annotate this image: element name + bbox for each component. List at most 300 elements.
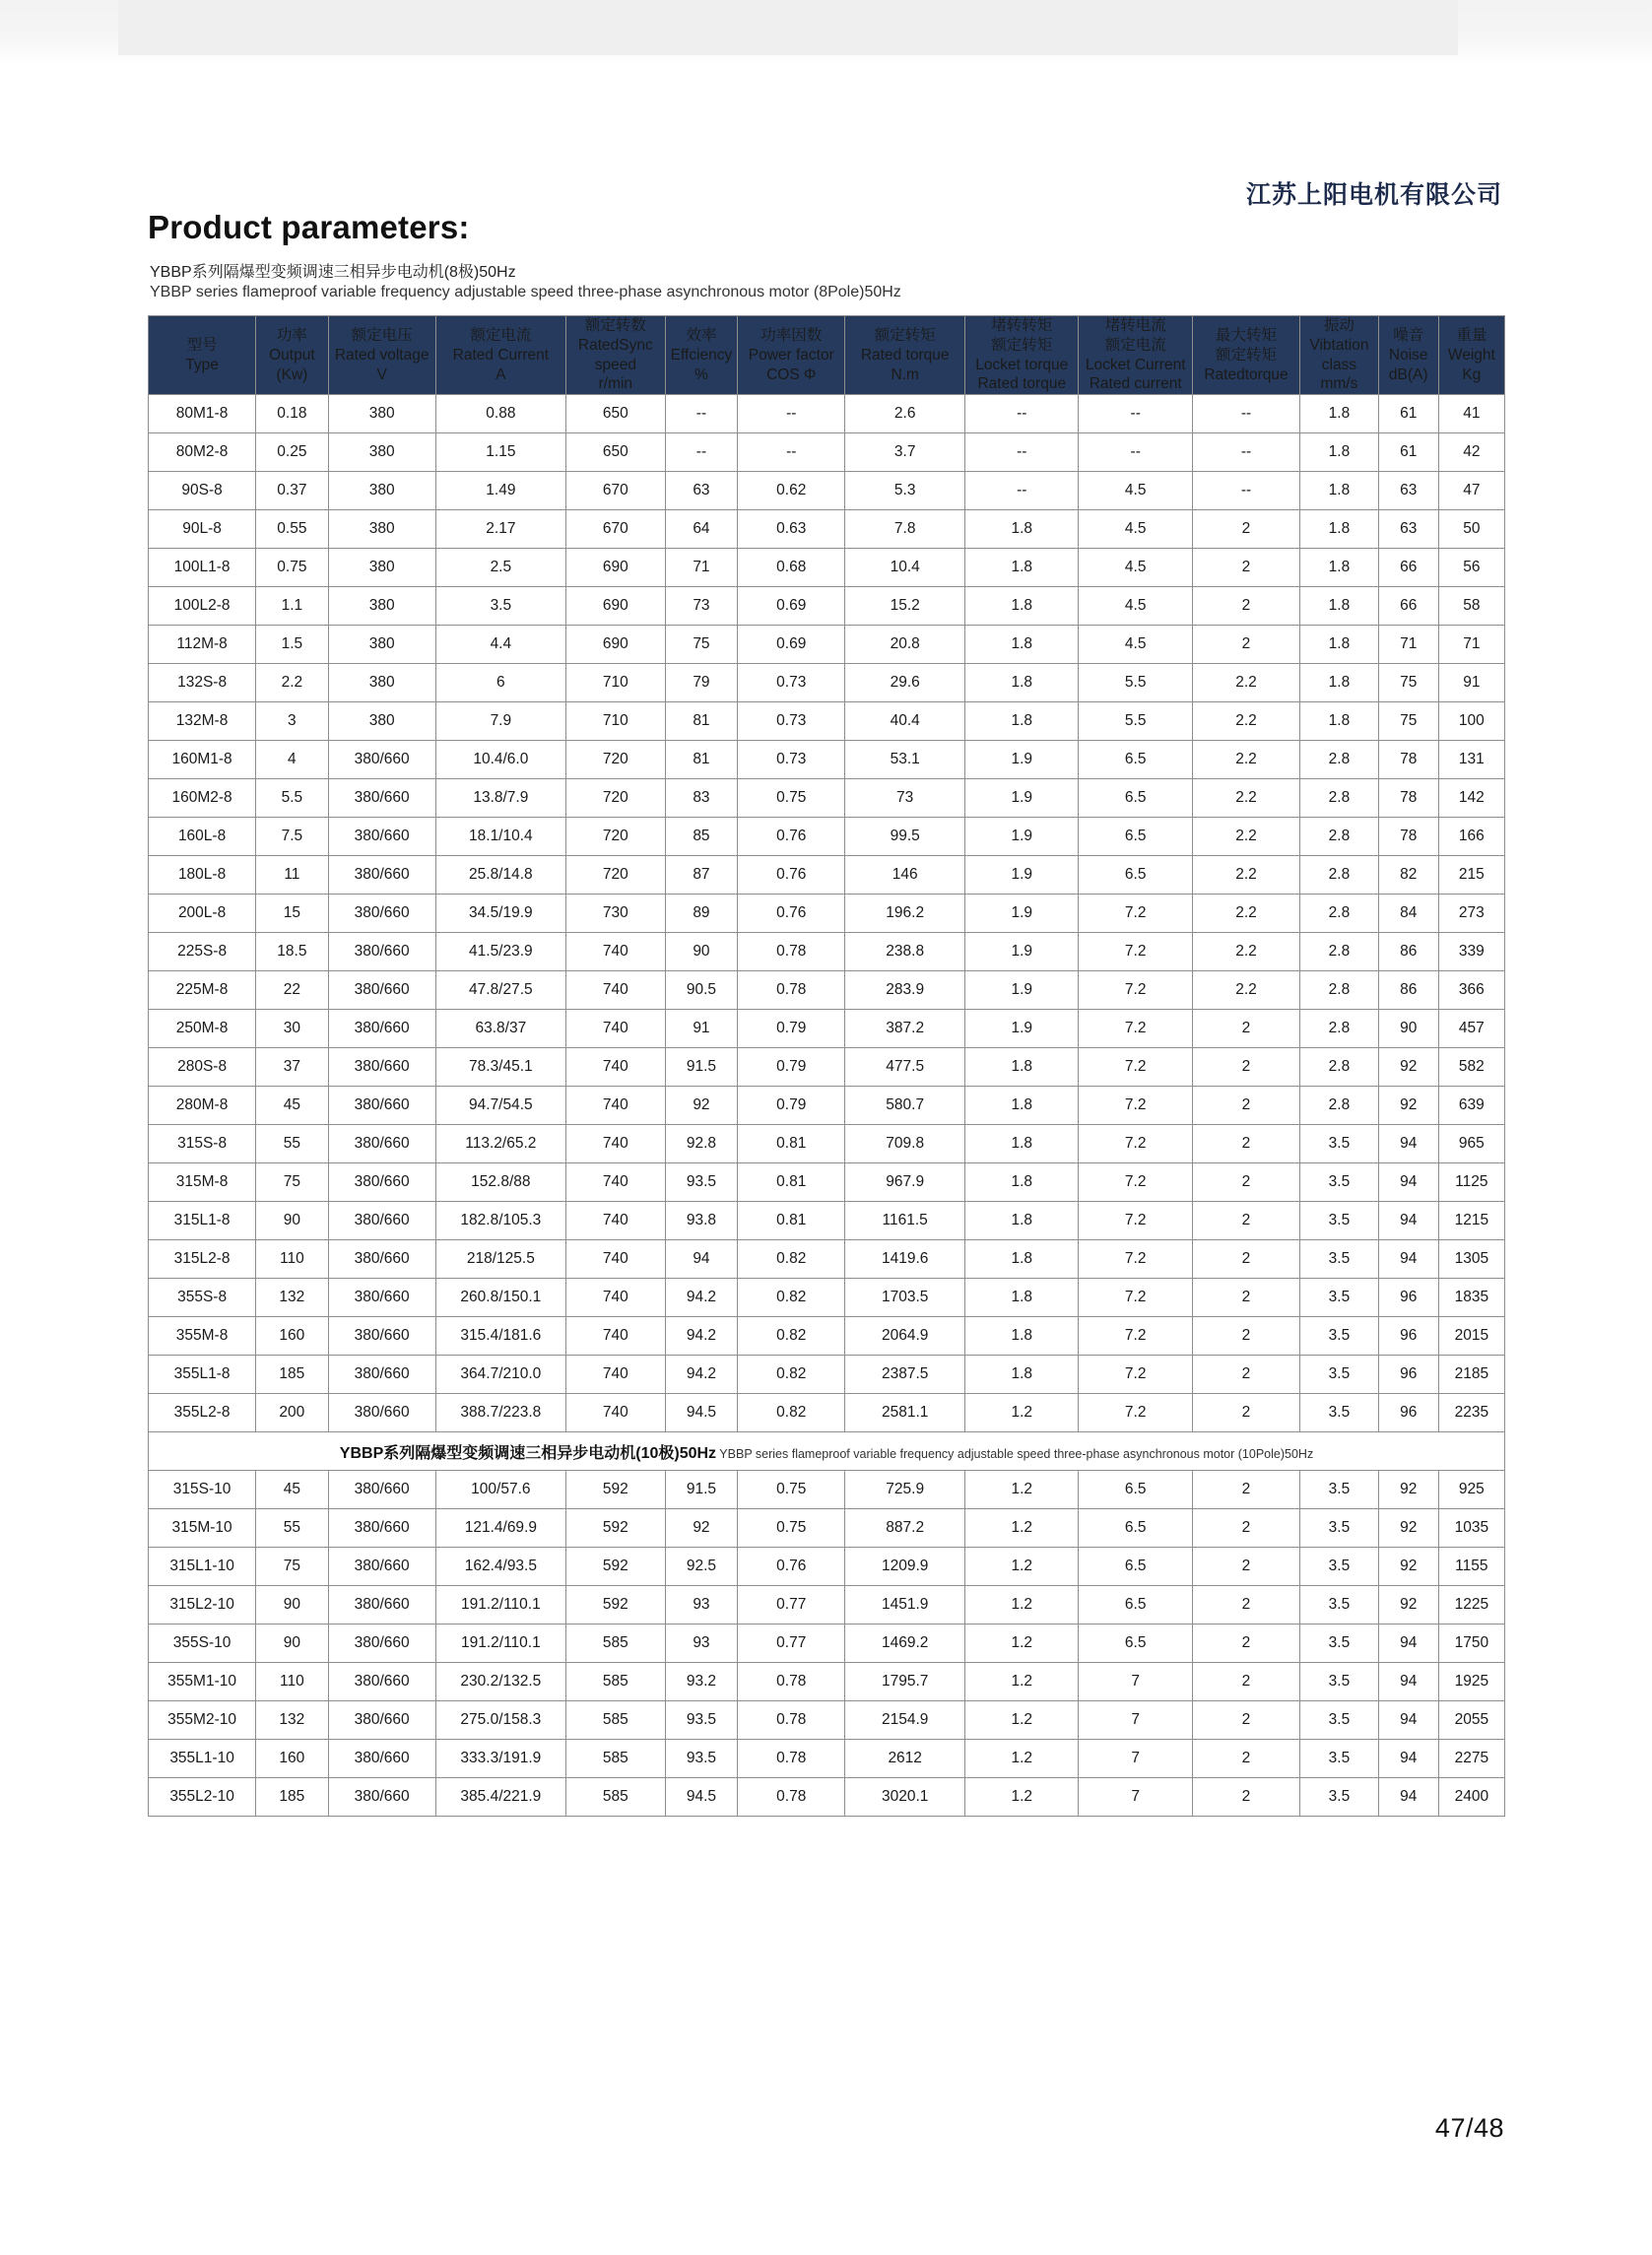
table-row xyxy=(149,1394,1505,1432)
column-header-line: Ratedtorque xyxy=(1204,365,1289,383)
table-cell: 85 xyxy=(665,818,737,856)
table-cell: 2.8 xyxy=(1300,1010,1379,1048)
table-cell: 92 xyxy=(1378,1548,1438,1586)
column-header-line: 额定电流 xyxy=(1104,336,1166,354)
table-cell: 7.2 xyxy=(1079,1163,1192,1202)
table-cell: -- xyxy=(1192,472,1299,510)
table-cell: 90 xyxy=(1378,1010,1438,1048)
table-cell: 1.9 xyxy=(965,818,1079,856)
table-cell: 58 xyxy=(1438,587,1504,626)
table-row xyxy=(149,1471,1505,1509)
table-cell: 1.2 xyxy=(965,1701,1079,1740)
table-cell: 380/660 xyxy=(328,1778,435,1817)
table-cell: 1.8 xyxy=(965,1048,1079,1087)
column-header-line: 额定转矩 xyxy=(874,326,936,344)
column-header-line: 功率因数 xyxy=(760,326,823,344)
table-cell: 690 xyxy=(565,626,665,664)
table-cell: 0.79 xyxy=(738,1010,845,1048)
table-cell: 1.8 xyxy=(965,1317,1079,1356)
table-cell: 380/660 xyxy=(328,1125,435,1163)
table-cell: 0.78 xyxy=(738,1701,845,1740)
table-cell: 1.2 xyxy=(965,1740,1079,1778)
table-cell: 380/660 xyxy=(328,818,435,856)
table-cell: 380/660 xyxy=(328,856,435,895)
table-cell: 7.5 xyxy=(256,818,328,856)
table-cell: 81 xyxy=(665,702,737,741)
column-header-line: 额定电压 xyxy=(351,326,413,344)
table-cell: 0.76 xyxy=(738,818,845,856)
column-header-line: A xyxy=(496,365,506,383)
table-cell: 2.6 xyxy=(845,395,965,433)
table-row xyxy=(149,971,1505,1010)
table-cell: 3.5 xyxy=(1300,1317,1379,1356)
table-row xyxy=(149,626,1505,664)
column-header-line: Rated torque xyxy=(977,375,1067,393)
column-header-1 xyxy=(256,316,328,395)
column-header-line: Rated current xyxy=(1089,375,1182,393)
table-cell: 2 xyxy=(1192,1663,1299,1701)
column-header-line: Type xyxy=(185,356,219,373)
table-cell: 200 xyxy=(256,1394,328,1432)
table-cell: 6.5 xyxy=(1079,779,1192,818)
table-cell: 0.79 xyxy=(738,1087,845,1125)
column-header-line: speed xyxy=(594,356,636,373)
table-cell: 215 xyxy=(1438,856,1504,895)
table-cell: 0.88 xyxy=(435,395,565,433)
table-row xyxy=(149,1701,1505,1740)
table-cell: 2 xyxy=(1192,1509,1299,1548)
table-cell: 457 xyxy=(1438,1010,1504,1048)
column-header-line: Effciency xyxy=(670,346,733,364)
table-cell: 592 xyxy=(565,1548,665,1586)
table-cell: 2 xyxy=(1192,1087,1299,1125)
table-cell: 7.2 xyxy=(1079,1394,1192,1432)
table-cell: 94 xyxy=(665,1240,737,1279)
table-cell: 690 xyxy=(565,587,665,626)
table-cell: 4.5 xyxy=(1079,587,1192,626)
table-cell: 380/660 xyxy=(328,1087,435,1125)
table-cell: 1.9 xyxy=(965,895,1079,933)
table-cell: 94 xyxy=(1378,1125,1438,1163)
column-header-line: 效率 xyxy=(686,326,717,344)
table-cell: 82 xyxy=(1378,856,1438,895)
table-cell: 191.2/110.1 xyxy=(435,1625,565,1663)
table-cell: 3.7 xyxy=(845,433,965,472)
table-cell: 0.55 xyxy=(256,510,328,549)
table-cell: 0.78 xyxy=(738,1663,845,1701)
table-cell: 5.5 xyxy=(1079,664,1192,702)
table-cell: 2 xyxy=(1192,1471,1299,1509)
column-header-2 xyxy=(328,316,435,395)
table-cell: 218/125.5 xyxy=(435,1240,565,1279)
table-cell: 7.2 xyxy=(1079,1125,1192,1163)
table-cell: 260.8/150.1 xyxy=(435,1279,565,1317)
table-cell: 73 xyxy=(665,587,737,626)
table-cell: 7.2 xyxy=(1079,1010,1192,1048)
table-cell: 3.5 xyxy=(1300,1586,1379,1625)
column-header-4 xyxy=(565,316,665,395)
table-cell: 380/660 xyxy=(328,1394,435,1432)
table-cell: 93.8 xyxy=(665,1202,737,1240)
table-cell: 1035 xyxy=(1438,1509,1504,1548)
table-cell: 650 xyxy=(565,395,665,433)
table-cell: 96 xyxy=(1378,1356,1438,1394)
table-cell: 93 xyxy=(665,1625,737,1663)
table-cell: 71 xyxy=(665,549,737,587)
table-cell: 166 xyxy=(1438,818,1504,856)
table-cell: 3.5 xyxy=(1300,1394,1379,1432)
table-cell: 1925 xyxy=(1438,1663,1504,1701)
table-cell: 1209.9 xyxy=(845,1548,965,1586)
table-cell: 92 xyxy=(1378,1509,1438,1548)
table-cell: 45 xyxy=(256,1471,328,1509)
column-header-13 xyxy=(1438,316,1504,395)
section-heading-chinese: YBBP系列隔爆型变频调速三相异步电动机(10极)50Hz xyxy=(339,1444,717,1462)
table-cell: 7.2 xyxy=(1079,933,1192,971)
table-cell: 6.5 xyxy=(1079,818,1192,856)
table-cell: 15 xyxy=(256,895,328,933)
table-cell: 380/660 xyxy=(328,1048,435,1087)
table-cell: 2.8 xyxy=(1300,971,1379,1010)
table-cell: 91 xyxy=(1438,664,1504,702)
table-cell: 477.5 xyxy=(845,1048,965,1087)
column-header-line: Rated Current xyxy=(452,346,550,364)
table-cell: 1.8 xyxy=(965,1087,1079,1125)
table-cell: 1225 xyxy=(1438,1586,1504,1625)
table-cell: 196.2 xyxy=(845,895,965,933)
table-cell: 380 xyxy=(328,664,435,702)
table-cell: 2581.1 xyxy=(845,1394,965,1432)
table-cell: 1.2 xyxy=(965,1663,1079,1701)
table-cell: 1.15 xyxy=(435,433,565,472)
table-cell: 380/660 xyxy=(328,1356,435,1394)
table-cell: 2 xyxy=(1192,1586,1299,1625)
table-cell: 100/57.6 xyxy=(435,1471,565,1509)
table-cell: 2.2 xyxy=(1192,664,1299,702)
table-cell: 86 xyxy=(1378,933,1438,971)
table-cell: 7.2 xyxy=(1079,1087,1192,1125)
table-cell: -- xyxy=(1192,395,1299,433)
table-cell: 2.2 xyxy=(1192,856,1299,895)
table-cell: 75 xyxy=(665,626,737,664)
table-row xyxy=(149,1509,1505,1548)
table-cell: 0.78 xyxy=(738,1740,845,1778)
cell-type: 315L2-10 xyxy=(149,1586,256,1625)
table-cell: 2055 xyxy=(1438,1701,1504,1740)
table-cell: 66 xyxy=(1378,549,1438,587)
table-cell: 1305 xyxy=(1438,1240,1504,1279)
table-cell: 93.5 xyxy=(665,1163,737,1202)
table-cell: 5.5 xyxy=(256,779,328,818)
table-cell: 1.8 xyxy=(965,1125,1079,1163)
scan-artifact-inner xyxy=(118,0,1458,55)
table-cell: 7 xyxy=(1079,1740,1192,1778)
table-cell: 2 xyxy=(1192,1010,1299,1048)
table-cell: 94 xyxy=(1378,1625,1438,1663)
table-cell: 160 xyxy=(256,1740,328,1778)
table-cell: 1.8 xyxy=(965,1279,1079,1317)
column-header-line: 噪音 xyxy=(1393,326,1424,344)
table-cell: 2.17 xyxy=(435,510,565,549)
table-cell: 152.8/88 xyxy=(435,1163,565,1202)
table-cell: 71 xyxy=(1378,626,1438,664)
cell-type: 90L-8 xyxy=(149,510,256,549)
table-cell: 720 xyxy=(565,818,665,856)
cell-type: 90S-8 xyxy=(149,472,256,510)
table-cell: 1.9 xyxy=(965,856,1079,895)
table-cell: 2064.9 xyxy=(845,1317,965,1356)
table-cell: 7.2 xyxy=(1079,1048,1192,1087)
table-cell: 53.1 xyxy=(845,741,965,779)
table-cell: 61 xyxy=(1378,395,1438,433)
table-cell: 0.79 xyxy=(738,1048,845,1087)
table-row xyxy=(149,1548,1505,1586)
table-cell: 380/660 xyxy=(328,1317,435,1356)
table-cell: 92 xyxy=(1378,1586,1438,1625)
table-cell: 3.5 xyxy=(1300,1202,1379,1240)
table-cell: 740 xyxy=(565,1125,665,1163)
table-cell: 6.5 xyxy=(1079,1586,1192,1625)
table-cell: 333.3/191.9 xyxy=(435,1740,565,1778)
table-cell: 740 xyxy=(565,971,665,1010)
table-row xyxy=(149,1663,1505,1701)
table-cell: 380/660 xyxy=(328,1509,435,1548)
table-cell: 75 xyxy=(256,1163,328,1202)
page-number: 47/48 xyxy=(1434,2113,1504,2143)
table-cell: 93 xyxy=(665,1586,737,1625)
table-cell: 94 xyxy=(1378,1740,1438,1778)
table-cell: 380 xyxy=(328,587,435,626)
table-cell: 4.5 xyxy=(1079,510,1192,549)
table-cell: -- xyxy=(965,395,1079,433)
table-cell: 20.8 xyxy=(845,626,965,664)
table-cell: 10.4 xyxy=(845,549,965,587)
table-cell: 1.2 xyxy=(965,1548,1079,1586)
table-cell: 1703.5 xyxy=(845,1279,965,1317)
table-cell: 2.2 xyxy=(1192,933,1299,971)
cell-type: 200L-8 xyxy=(149,895,256,933)
cell-type: 355L1-10 xyxy=(149,1740,256,1778)
table-cell: 3 xyxy=(256,702,328,741)
table-cell: 7.2 xyxy=(1079,895,1192,933)
table-cell: 582 xyxy=(1438,1048,1504,1087)
table-cell: 0.76 xyxy=(738,856,845,895)
table-cell: 94.2 xyxy=(665,1279,737,1317)
column-header-11 xyxy=(1300,316,1379,395)
table-cell: 3.5 xyxy=(1300,1240,1379,1279)
table-cell: 0.82 xyxy=(738,1356,845,1394)
table-cell: 94.2 xyxy=(665,1317,737,1356)
table-cell: 1.49 xyxy=(435,472,565,510)
cell-type: 250M-8 xyxy=(149,1010,256,1048)
table-cell: -- xyxy=(1192,433,1299,472)
column-header-line: dB(A) xyxy=(1388,365,1428,383)
table-cell: -- xyxy=(738,433,845,472)
table-cell: 380 xyxy=(328,549,435,587)
table-cell: 93.5 xyxy=(665,1740,737,1778)
table-cell: 25.8/14.8 xyxy=(435,856,565,895)
table-cell: 79 xyxy=(665,664,737,702)
table-cell: 1.9 xyxy=(965,971,1079,1010)
table-cell: 113.2/65.2 xyxy=(435,1125,565,1163)
column-header-line: Output xyxy=(269,346,315,364)
cell-type: 355S-10 xyxy=(149,1625,256,1663)
table-cell: 380 xyxy=(328,395,435,433)
column-header-line: Power factor xyxy=(748,346,834,364)
table-cell: -- xyxy=(1079,433,1192,472)
cell-type: 225S-8 xyxy=(149,933,256,971)
cell-type: 100L1-8 xyxy=(149,549,256,587)
table-cell: 2.8 xyxy=(1300,856,1379,895)
table-cell: 3.5 xyxy=(1300,1125,1379,1163)
subtitle-chinese: YBBP系列隔爆型变频调速三相异步电动机(8极)50Hz xyxy=(150,264,516,281)
table-cell: 2.8 xyxy=(1300,1048,1379,1087)
table-cell: 81 xyxy=(665,741,737,779)
table-cell: 1161.5 xyxy=(845,1202,965,1240)
table-cell: 1.8 xyxy=(965,702,1079,741)
table-cell: 380 xyxy=(328,702,435,741)
table-row xyxy=(149,779,1505,818)
table-cell: 0.82 xyxy=(738,1279,845,1317)
table-cell: 6.5 xyxy=(1079,1471,1192,1509)
column-header-3 xyxy=(435,316,565,395)
motor-parameters-table xyxy=(148,315,1505,1817)
cell-type: 355L2-10 xyxy=(149,1778,256,1817)
table-cell: 131 xyxy=(1438,741,1504,779)
table-cell: 132 xyxy=(256,1701,328,1740)
table-cell: 366 xyxy=(1438,971,1504,1010)
table-cell: 0.73 xyxy=(738,664,845,702)
table-cell: 1.5 xyxy=(256,626,328,664)
column-header-5 xyxy=(665,316,737,395)
column-header-line: Locket torque xyxy=(975,356,1069,373)
table-cell: 2 xyxy=(1192,1625,1299,1663)
table-cell: 1.8 xyxy=(1300,626,1379,664)
table-cell: 1.2 xyxy=(965,1778,1079,1817)
table-cell: 709.8 xyxy=(845,1125,965,1163)
table-row xyxy=(149,1240,1505,1279)
table-cell: 639 xyxy=(1438,1087,1504,1125)
table-cell: 1.8 xyxy=(1300,664,1379,702)
table-row xyxy=(149,1087,1505,1125)
table-cell: 2.8 xyxy=(1300,933,1379,971)
table-cell: 7.2 xyxy=(1079,971,1192,1010)
column-header-line: 额定转矩 xyxy=(1215,346,1277,364)
table-row xyxy=(149,818,1505,856)
table-cell: 2.2 xyxy=(1192,818,1299,856)
table-row xyxy=(149,933,1505,971)
table-cell: 63 xyxy=(1378,472,1438,510)
table-cell: 92 xyxy=(1378,1471,1438,1509)
section-heading xyxy=(149,1432,1505,1471)
column-header-line: mm/s xyxy=(1320,375,1358,393)
table-cell: 2 xyxy=(1192,1163,1299,1202)
table-cell: 5.5 xyxy=(1079,702,1192,741)
cell-type: 315L1-8 xyxy=(149,1202,256,1240)
table-cell: 182.8/105.3 xyxy=(435,1202,565,1240)
table-cell: 2 xyxy=(1192,1240,1299,1279)
table-cell: 670 xyxy=(565,510,665,549)
table-cell: 7.2 xyxy=(1079,1279,1192,1317)
table-cell: 380/660 xyxy=(328,1701,435,1740)
table-cell: 0.78 xyxy=(738,933,845,971)
table-cell: 0.75 xyxy=(738,779,845,818)
table-cell: -- xyxy=(1079,395,1192,433)
table-cell: 96 xyxy=(1378,1279,1438,1317)
table-cell: 3.5 xyxy=(1300,1701,1379,1740)
table-cell: 3.5 xyxy=(1300,1163,1379,1202)
column-header-line: (Kw) xyxy=(276,365,308,383)
table-cell: 1.8 xyxy=(1300,549,1379,587)
table-row xyxy=(149,1125,1505,1163)
table-cell: 710 xyxy=(565,664,665,702)
table-cell: 94 xyxy=(1378,1163,1438,1202)
table-row xyxy=(149,1163,1505,1202)
cell-type: 355L2-8 xyxy=(149,1394,256,1432)
table-cell: 64 xyxy=(665,510,737,549)
table-cell: 45 xyxy=(256,1087,328,1125)
table-cell: 339 xyxy=(1438,933,1504,971)
table-cell: 380/660 xyxy=(328,1240,435,1279)
table-cell: 7.2 xyxy=(1079,1317,1192,1356)
table-cell: 94.2 xyxy=(665,1356,737,1394)
section-heading-english: YBBP series flameproof variable frequency adjustable speed three-phase asynchronous motor (10Pole)50Hz xyxy=(716,1446,1314,1461)
table-cell: 18.1/10.4 xyxy=(435,818,565,856)
table-cell: 580.7 xyxy=(845,1087,965,1125)
table-cell: 3.5 xyxy=(1300,1279,1379,1317)
table-cell: 2.8 xyxy=(1300,895,1379,933)
table-cell: 740 xyxy=(565,1317,665,1356)
table-cell: 380/660 xyxy=(328,933,435,971)
table-cell: 725.9 xyxy=(845,1471,965,1509)
column-header-line: Vibtation xyxy=(1309,336,1369,354)
table-cell: 720 xyxy=(565,856,665,895)
column-header-line: 重量 xyxy=(1456,326,1487,344)
cell-type: 112M-8 xyxy=(149,626,256,664)
table-cell: 1795.7 xyxy=(845,1663,965,1701)
company-name: 江苏上阳电机有限公司 xyxy=(1245,181,1502,209)
cell-type: 355L1-8 xyxy=(149,1356,256,1394)
table-cell: 2 xyxy=(1192,1548,1299,1586)
table-cell: 2.2 xyxy=(1192,741,1299,779)
table-cell: 2154.9 xyxy=(845,1701,965,1740)
column-header-line: Locket Current xyxy=(1085,356,1186,373)
table-cell: -- xyxy=(965,433,1079,472)
table-cell: 75 xyxy=(256,1548,328,1586)
table-cell: 2 xyxy=(1192,1125,1299,1163)
table-cell: 740 xyxy=(565,1279,665,1317)
table-cell: 1835 xyxy=(1438,1279,1504,1317)
table-cell: 142 xyxy=(1438,779,1504,818)
table-body xyxy=(149,395,1505,1817)
table-cell: 1.8 xyxy=(965,1163,1079,1202)
table-cell: 2.8 xyxy=(1300,779,1379,818)
column-header-6 xyxy=(738,316,845,395)
table-cell: 89 xyxy=(665,895,737,933)
table-cell: 42 xyxy=(1438,433,1504,472)
column-header-line: 额定转矩 xyxy=(991,336,1053,354)
table-cell: 4.5 xyxy=(1079,549,1192,587)
table-cell: 4.5 xyxy=(1079,472,1192,510)
table-cell: 90 xyxy=(665,933,737,971)
table-row xyxy=(149,1356,1505,1394)
table-row xyxy=(149,1202,1505,1240)
scan-artifact-band xyxy=(0,0,1652,65)
table-cell: 2 xyxy=(1192,1317,1299,1356)
table-row xyxy=(149,856,1505,895)
table-cell: 380/660 xyxy=(328,1471,435,1509)
table-cell: 61 xyxy=(1378,433,1438,472)
